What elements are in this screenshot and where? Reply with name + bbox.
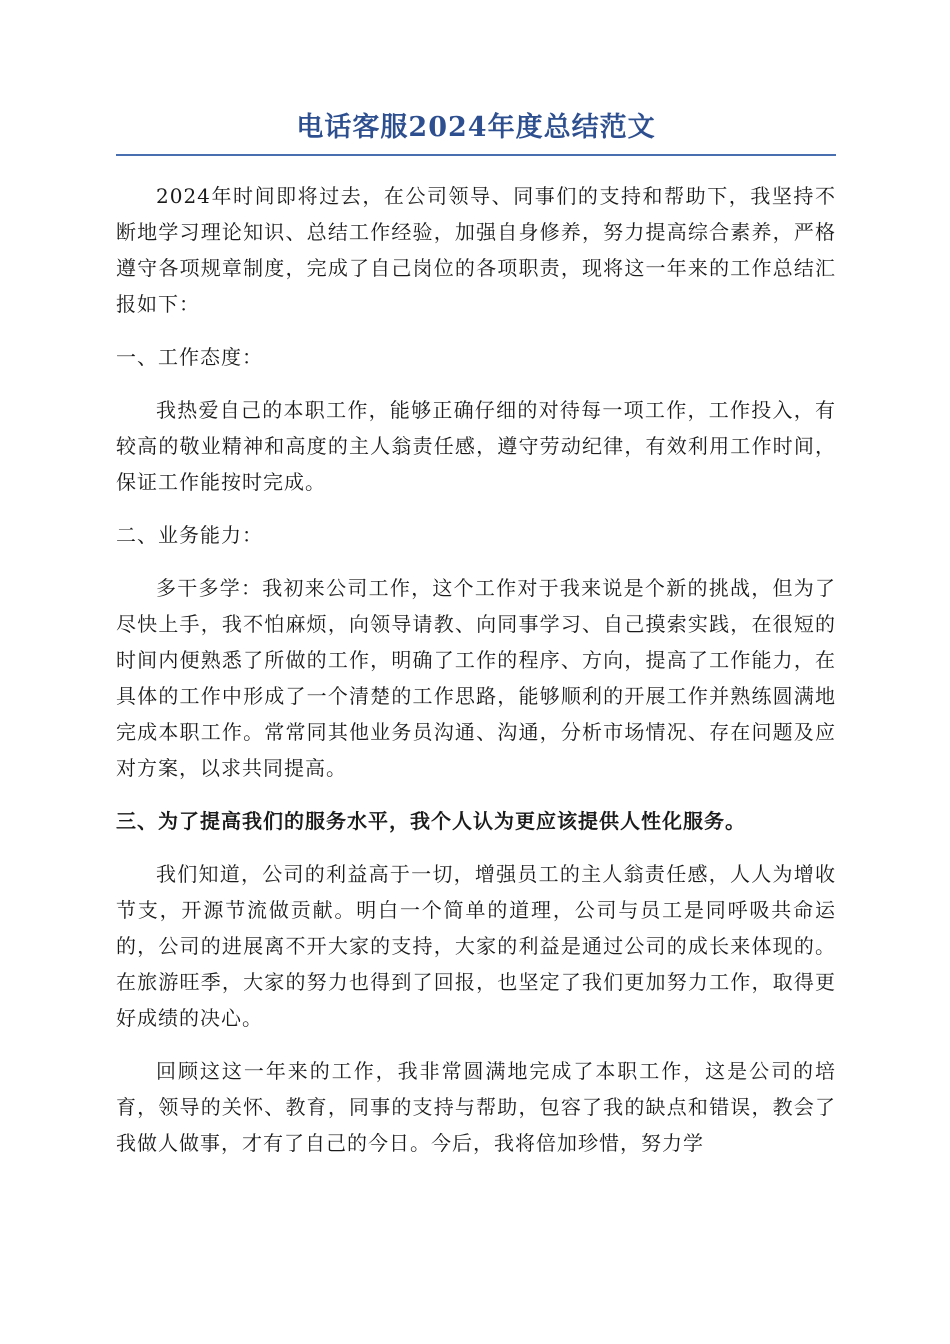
title-underline [116, 154, 836, 156]
ability-paragraph: 多干多学：我初来公司工作，这个工作对于我来说是个新的挑战，但为了尽快上手，我不怕麻烦，向领导请教、向同事学习、自己摸索实践，在很短的时间内便熟悉了所做的工作，明确了工作的程序、方向，提高了工作能力，在具体的工作中形成了一个清楚的工作思路，能够顺利的开展工作并熟练圆满地完成本职工作。常常同其他业务员沟通、沟通，分析市场情况、存在问题及应对方案，以求共同提高。 [116, 576, 836, 780]
attitude-paragraph: 我热爱自己的本职工作，能够正确仔细的对待每一项工作，工作投入，有较高的敬业精神和高度的主人翁责任感，遵守劳动纪律，有效利用工作时间，保证工作能按时完成。 [116, 398, 836, 494]
section-heading-attitude: 一、工作态度： [116, 345, 263, 369]
document-title: 电话客服2024年度总结范文 [296, 112, 656, 143]
section-heading-service: 三、为了提高我们的服务水平，我个人认为更应该提供人性化服务。 [116, 809, 746, 833]
service-paragraph: 我们知道，公司的利益高于一切，增强员工的主人翁责任感，人人为增收节支，开源节流做贡献。明白一个简单的道理，公司与员工是同呼吸共命运的，公司的进展离不开大家的支持，大家的利益是通过公司的成长来体现的。在旅游旺季，大家的努力也得到了回报，也坚定了我们更加努力工作，取得更好成绩的决心。 [116, 862, 836, 1030]
document-page [116, 108, 836, 1178]
intro-paragraph: 2024年时间即将过去，在公司领导、同事们的支持和帮助下，我坚持不断地学习理论知识、总结工作经验，加强自身修养，努力提高综合素养，严格遵守各项规章制度，完成了自己岗位的各项职责，现将这一年来的工作总结汇报如下： [116, 184, 836, 316]
review-paragraph: 回顾这这一年来的工作，我非常圆满地完成了本职工作，这是公司的培育，领导的关怀、教育，同事的支持与帮助，包容了我的缺点和错误，教会了我做人做事，才有了自己的今日。今后，我将倍加珍惜，努力学 [116, 1059, 836, 1155]
section-heading-ability: 二、业务能力： [116, 523, 263, 547]
